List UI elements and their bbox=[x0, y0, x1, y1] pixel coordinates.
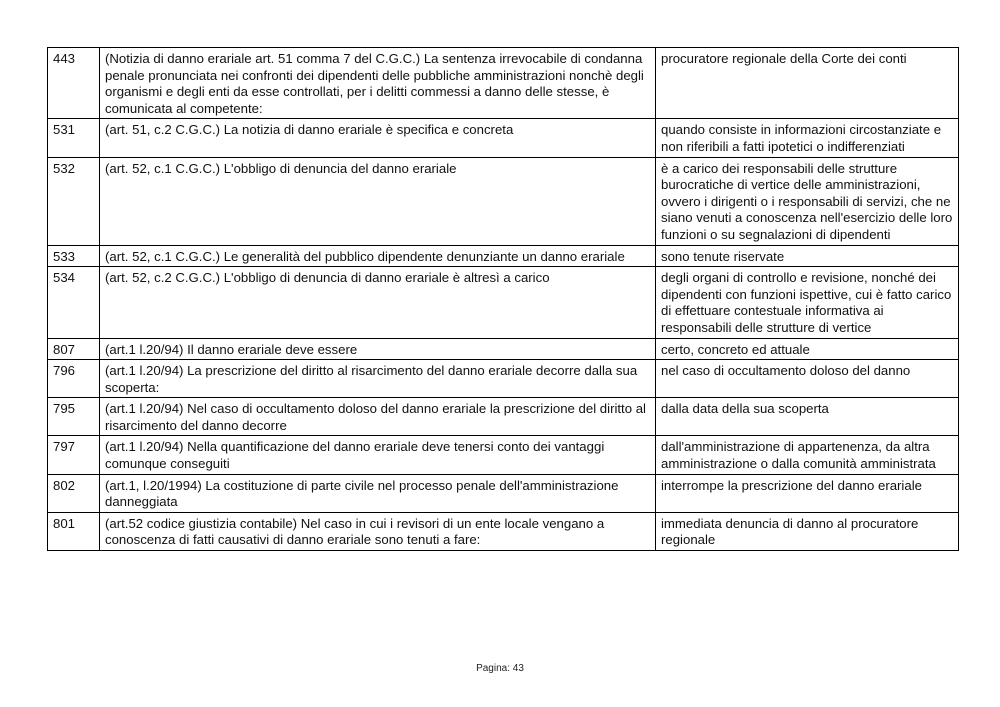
table-row bbox=[48, 267, 959, 338]
table-row bbox=[48, 360, 959, 398]
answer-text: dall'amministrazione di appartenenza, da altra amministrazione o dalla comunità amministrata bbox=[656, 436, 959, 474]
answer-text: procuratore regionale della Corte dei conti bbox=[656, 48, 959, 119]
question-text: (art.1 l.20/94) La prescrizione del diritto al risarcimento del danno erariale decorre dalla sua scoperta: bbox=[100, 360, 656, 398]
question-number: 531 bbox=[48, 119, 100, 157]
question-number: 533 bbox=[48, 245, 100, 267]
question-text: (art. 51, c.2 C.G.C.) La notizia di danno erariale è specifica e concreta bbox=[100, 119, 656, 157]
table-row bbox=[48, 436, 959, 474]
question-text: (art.1 l.20/94) Nel caso di occultamento doloso del danno erariale la prescrizione del diritto al risarcimento del danno decorre bbox=[100, 398, 656, 436]
question-text: (art. 52, c.2 C.G.C.) L'obbligo di denuncia di danno erariale è altresì a carico bbox=[100, 267, 656, 338]
question-number: 801 bbox=[48, 512, 100, 550]
table-row bbox=[48, 119, 959, 157]
answer-text: immediata denuncia di danno al procuratore regionale bbox=[656, 512, 959, 550]
page-number: Pagina: 43 bbox=[476, 663, 524, 674]
question-number: 802 bbox=[48, 474, 100, 512]
answer-text: degli organi di controllo e revisione, nonché dei dipendenti con funzioni ispettive, cui è fatto carico di effettuare contestuale informativa ai responsabili delle strutture di vertice bbox=[656, 267, 959, 338]
question-number: 807 bbox=[48, 338, 100, 360]
table-row bbox=[48, 338, 959, 360]
answer-text: sono tenute riservate bbox=[656, 245, 959, 267]
questions-table bbox=[47, 47, 959, 551]
question-text: (art.1, l.20/1994) La costituzione di parte civile nel processo penale dell'amministrazione danneggiata bbox=[100, 474, 656, 512]
table-row bbox=[48, 245, 959, 267]
question-number: 796 bbox=[48, 360, 100, 398]
question-text: (art.1 l.20/94) Il danno erariale deve essere bbox=[100, 338, 656, 360]
answer-text: è a carico dei responsabili delle strutture burocratiche di vertice delle amministrazioni, ovvero i dirigenti o i responsabili di servizi, che ne siano venuti a conoscenza nell'esercizio delle loro funzioni o su segnalazioni di dipendenti bbox=[656, 157, 959, 245]
question-number: 534 bbox=[48, 267, 100, 338]
table-row bbox=[48, 474, 959, 512]
answer-text: quando consiste in informazioni circostanziate e non riferibili a fatti ipotetici o indifferenziati bbox=[656, 119, 959, 157]
questions-table-body bbox=[48, 48, 959, 551]
question-text: (art. 52, c.1 C.G.C.) L'obbligo di denuncia del danno erariale bbox=[100, 157, 656, 245]
question-text: (art. 52, c.1 C.G.C.) Le generalità del pubblico dipendente denunziante un danno erariale bbox=[100, 245, 656, 267]
answer-text: dalla data della sua scoperta bbox=[656, 398, 959, 436]
question-text: (Notizia di danno erariale art. 51 comma 7 del C.G.C.) La sentenza irrevocabile di condanna penale pronunciata nei confronti dei dipendenti delle pubbliche amministrazioni nonchè degli organismi e degli enti da esse controllati, per i delitti commessi a danno delle stesse, è comunicata al competente: bbox=[100, 48, 656, 119]
table-row bbox=[48, 48, 959, 119]
question-number: 443 bbox=[48, 48, 100, 119]
answer-text: certo, concreto ed attuale bbox=[656, 338, 959, 360]
answer-text: interrompe la prescrizione del danno erariale bbox=[656, 474, 959, 512]
question-text: (art.1 l.20/94) Nella quantificazione del danno erariale deve tenersi conto dei vantaggi comunque conseguiti bbox=[100, 436, 656, 474]
table-row bbox=[48, 512, 959, 550]
answer-text: nel caso di occultamento doloso del danno bbox=[656, 360, 959, 398]
question-number: 797 bbox=[48, 436, 100, 474]
question-number: 532 bbox=[48, 157, 100, 245]
question-text: (art.52 codice giustizia contabile) Nel caso in cui i revisori di un ente locale vengano a conoscenza di fatti causativi di danno erariale sono tenuti a fare: bbox=[100, 512, 656, 550]
question-number: 795 bbox=[48, 398, 100, 436]
table-row bbox=[48, 398, 959, 436]
table-row bbox=[48, 157, 959, 245]
